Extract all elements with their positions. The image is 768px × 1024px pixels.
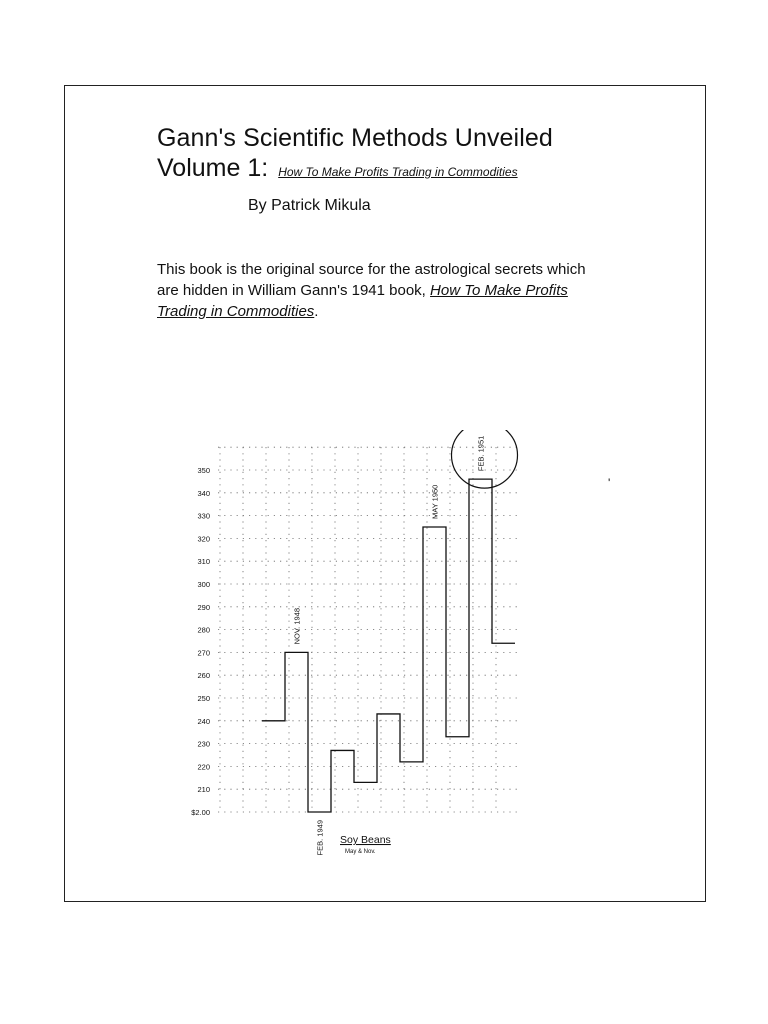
y-tick-label: 270 <box>197 648 210 658</box>
author-line: By Patrick Mikula <box>248 197 371 214</box>
y-tick-label: 260 <box>197 671 210 681</box>
intro-text: This book is the original source for the astrological secrets which are hidden in William Gann's 1941 book, <box>157 261 586 299</box>
y-tick-label: 280 <box>197 625 210 635</box>
y-tick-label: 240 <box>197 716 210 726</box>
book-title: Gann's Scientific Methods Unveiled <box>157 124 553 152</box>
y-tick-label: 310 <box>197 557 210 567</box>
y-tick-label: 330 <box>197 511 210 521</box>
volume-line <box>157 154 518 183</box>
intro-paragraph <box>157 259 607 322</box>
y-tick-label: 300 <box>197 580 210 589</box>
y-tick-label: 250 <box>197 694 210 703</box>
chart-subtitle: May & Nov. <box>345 849 376 855</box>
intro-end: . <box>314 303 319 320</box>
date-annotation: FEB. 1949 <box>315 820 325 856</box>
y-tick-label: 230 <box>197 739 210 749</box>
volume-subtitle: How To Make Profits Trading in Commodities <box>278 165 518 179</box>
intro-book-title: How To Make Profits Trading in Commodities <box>157 282 568 320</box>
y-tick-label: 340 <box>197 488 210 498</box>
y-tick-label: 220 <box>197 762 210 772</box>
stray-mark: ' <box>608 476 611 490</box>
date-annotation: MAY 1950 <box>430 484 440 519</box>
y-tick-label: 320 <box>197 534 210 544</box>
soybean-price-line <box>262 479 515 812</box>
date-annotation: FEB. 1951 <box>476 435 486 472</box>
y-tick-label: 290 <box>197 602 210 612</box>
volume-label: Volume 1: <box>157 154 269 182</box>
date-annotation: NOV. 1948 <box>292 607 302 645</box>
chart-title: Soy Beans <box>340 834 391 846</box>
y-tick-label: 210 <box>197 785 210 795</box>
soybean-chart <box>180 430 520 860</box>
y-tick-label: 350 <box>197 466 210 475</box>
y-tick-label: $2.00 <box>191 808 210 817</box>
